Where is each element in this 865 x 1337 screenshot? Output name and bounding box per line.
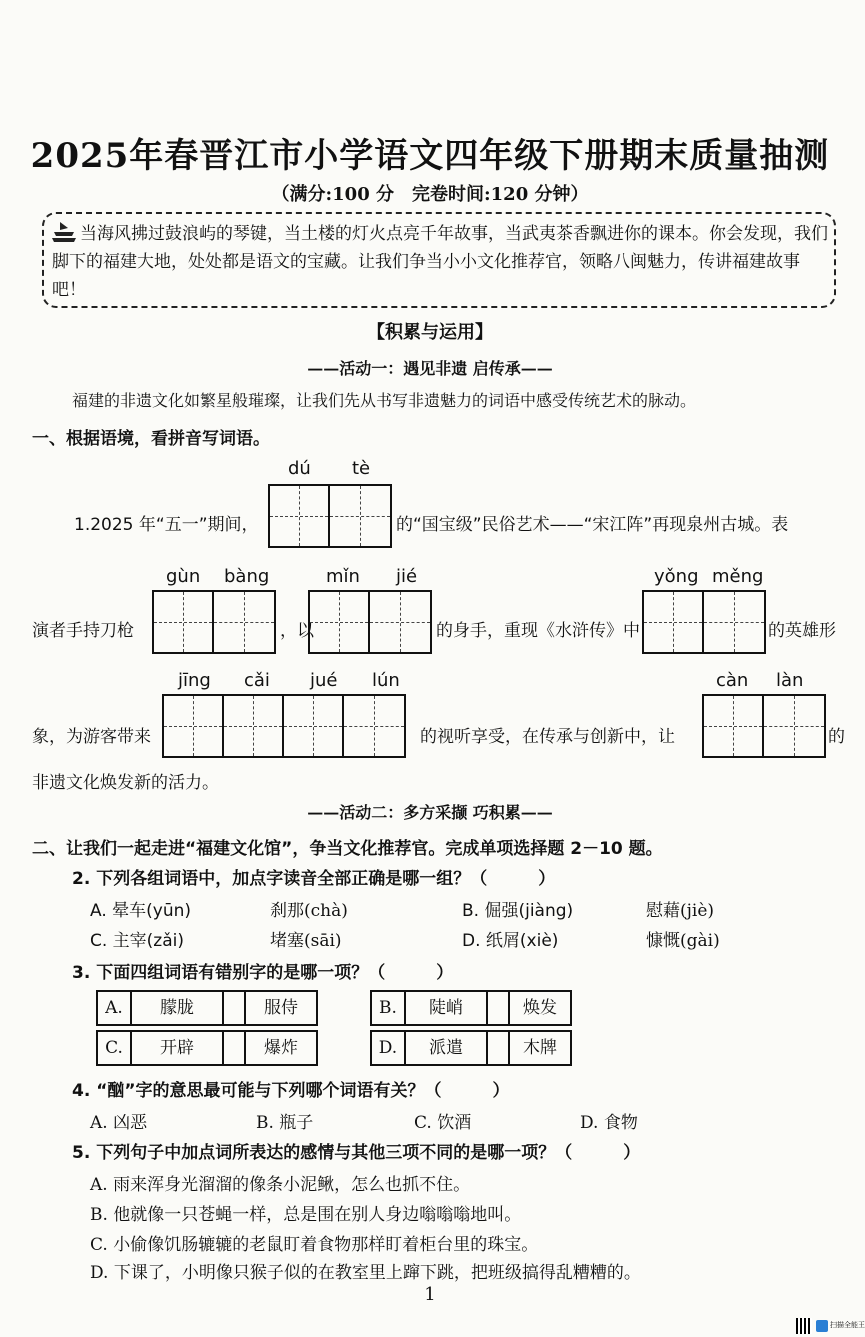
q2-option-c-word1[interactable]: C. 主宰(zǎi): [90, 931, 185, 951]
q3-option-a-letter: A.: [98, 992, 132, 1024]
pinyin-bang: bàng: [224, 566, 270, 587]
page-number: 1: [424, 1284, 436, 1305]
q3-option-b-word2: 焕发: [523, 998, 557, 1018]
q1-line3-part-b: 的视听享受，在传承与创新中，让: [420, 727, 675, 747]
q4-option-a[interactable]: A. 凶恶: [90, 1113, 148, 1133]
pinyin-can: càn: [716, 670, 749, 691]
q1-line3-part-a: 象，为游客带来: [32, 727, 151, 747]
pinyin-min: mǐn: [326, 566, 360, 587]
intro-text: 当海风拂过鼓浪屿的琴键，当土楼的灯火点亮千年故事，当武夷茶香飘进你的课本。你会发现，我们脚下的福建大地，处处都是语文的宝藏。让我们争当小小文化推荐官，领略八闽魅力，传讲福建故事吧！: [52, 224, 828, 300]
q3-stem: 3. 下面四组词语有错别字的是哪一项？（ ）: [72, 963, 454, 983]
q5-option-d[interactable]: D. 下课了，小明像只猴子似的在教室里上蹿下跳，把班级搞得乱糟糟的。: [90, 1263, 641, 1283]
part-two-title: 二、让我们一起走进“福建文化馆”，争当文化推荐官。完成单项选择题 2－10 题。: [32, 839, 663, 859]
pinyin-lan: làn: [776, 670, 804, 691]
pinyin-jue: jué: [310, 670, 338, 691]
q1-line2-part-b: ，以: [280, 621, 314, 641]
answer-grid-jingcaijuelun[interactable]: [162, 694, 406, 758]
q3-option-c-word2: 爆炸: [264, 1038, 298, 1058]
q2-option-d-word1[interactable]: D. 纸屑(xiè): [462, 931, 559, 951]
q4-option-c[interactable]: C. 饮酒: [414, 1113, 472, 1133]
q2-option-c-word2: 堵塞(sāi): [270, 931, 342, 951]
pinyin-jing: jīng: [178, 670, 211, 691]
q5-option-c[interactable]: C. 小偷像饥肠辘辘的老鼠盯着食物那样盯着柜台里的珠宝。: [90, 1235, 539, 1255]
pinyin-meng: měng: [712, 566, 764, 587]
q3-option-b[interactable]: [370, 990, 572, 1026]
q1-line2-part-c: 的身手，重现《水浒传》中: [436, 621, 640, 641]
activity-one-intro: 福建的非遗文化如繁星般璀璨，让我们先从书写非遗魅力的词语中感受传统艺术的脉动。: [72, 391, 697, 410]
q3-option-d-word1: 派遣: [406, 1032, 488, 1064]
q3-option-d[interactable]: [370, 1030, 572, 1066]
q3-option-a-word1: 朦胧: [132, 992, 224, 1024]
q5-stem: 5. 下列句子中加点词所表达的感情与其他三项不同的是哪一项？（ ）: [72, 1143, 641, 1163]
pinyin-te: tè: [352, 458, 371, 479]
part-one-title: 一、根据语境，看拼音写词语。: [32, 429, 270, 449]
activity-two-heading: ——活动二：多方采撷 巧积累——: [307, 803, 553, 822]
answer-grid-minjie[interactable]: [308, 590, 432, 654]
q2-option-b-word2: 慰藉(jiè): [646, 901, 715, 921]
q4-stem: 4. “酗”字的意思最可能与下列哪个词语有关？（ ）: [72, 1081, 510, 1101]
q2-stem: 2. 下列各组词语中，加点字读音全部正确是哪一组？（ ）: [72, 869, 556, 889]
q1-line1-part-a: 1.2025 年“五一”期间，: [74, 515, 259, 535]
pinyin-jie: jié: [396, 566, 418, 587]
q3-option-b-word1: 陡峭: [406, 992, 488, 1024]
q2-option-b-word1[interactable]: B. 倔强(jiàng): [462, 901, 574, 921]
q5-option-a[interactable]: A. 雨来浑身光溜溜的像条小泥鳅，怎么也抓不住。: [90, 1175, 471, 1195]
q3-option-c-word1: 开辟: [132, 1032, 224, 1064]
activity-one-heading: ——活动一：遇见非遗 启传承——: [307, 359, 553, 378]
answer-grid-yongmeng[interactable]: [642, 590, 766, 654]
q1-line2-part-a: 演者手持刀枪: [32, 621, 134, 641]
intro-box: [42, 212, 836, 308]
q2-option-a-word2: 刹那(chà): [270, 901, 348, 921]
q1-line2-part-d: 的英雄形: [768, 621, 836, 641]
q2-option-d-word2: 慷慨(gài): [646, 931, 720, 951]
exam-title: 2025年春晋江市小学语文四年级下册期末质量抽测: [30, 136, 830, 176]
exam-subtitle: （满分:100 分 完卷时间:120 分钟）: [271, 184, 589, 205]
answer-grid-dute[interactable]: [268, 484, 392, 548]
q5-option-b[interactable]: B. 他就像一只苍蝇一样，总是围在别人身边嗡嗡嗡地叫。: [90, 1205, 522, 1225]
scanner-logo-icon: [816, 1320, 828, 1332]
answer-grid-gunbang[interactable]: [152, 590, 276, 654]
q1-line1-part-b: 的“国宝级”民俗艺术——“宋江阵”再现泉州古城。表: [396, 515, 789, 535]
q3-option-d-letter: D.: [372, 1032, 406, 1064]
qr-code-icon: [796, 1318, 812, 1334]
q3-option-b-letter: B.: [372, 992, 406, 1024]
pinyin-cai: cǎi: [244, 670, 270, 691]
q4-option-b[interactable]: B. 瓶子: [256, 1113, 314, 1133]
q3-option-c[interactable]: [96, 1030, 318, 1066]
pinyin-yong: yǒng: [654, 566, 699, 587]
q3-option-d-word2: 木牌: [523, 1038, 557, 1058]
q1-line3-part-c: 的: [828, 727, 845, 747]
q4-option-d[interactable]: D. 食物: [580, 1113, 638, 1133]
section-heading: 【积累与运用】: [367, 322, 493, 343]
pinyin-du: dú: [288, 458, 311, 479]
q3-option-a[interactable]: [96, 990, 318, 1026]
answer-grid-canlan[interactable]: [702, 694, 826, 758]
scanner-label: 扫描全能王: [830, 1321, 865, 1329]
q1-line4: 非遗文化焕发新的活力。: [32, 773, 219, 793]
q2-option-a-word1[interactable]: A. 晕车(yūn): [90, 901, 192, 921]
q3-option-c-letter: C.: [98, 1032, 132, 1064]
q3-option-a-word2: 服侍: [264, 998, 298, 1018]
pinyin-lun: lún: [372, 670, 400, 691]
pinyin-gun: gùn: [166, 566, 201, 587]
